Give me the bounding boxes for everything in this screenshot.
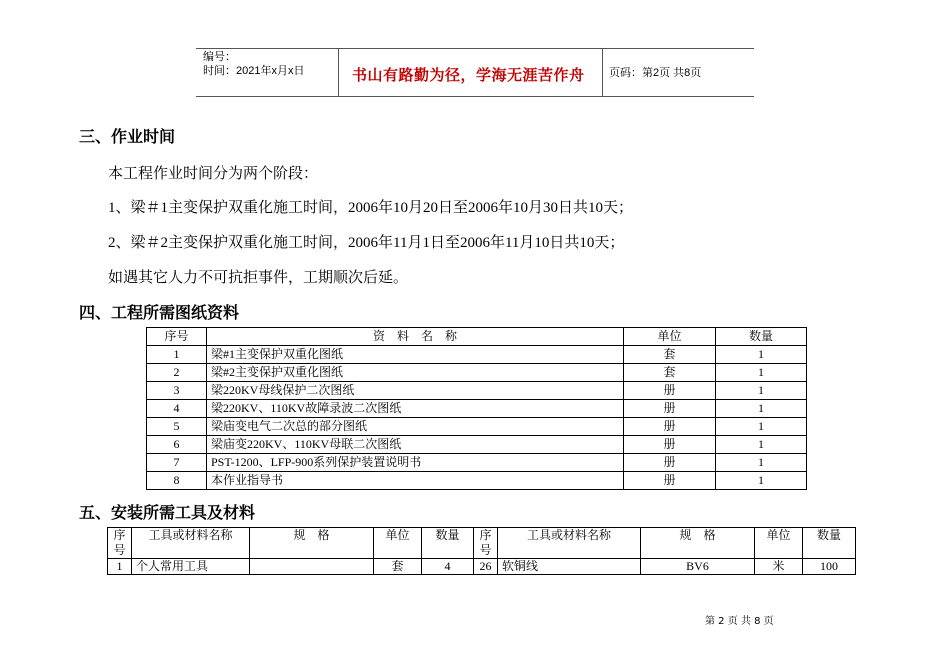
header-divider-left	[338, 48, 339, 96]
drawing-name: 梁庙变电气二次总的部分图纸	[207, 418, 624, 436]
drawing-seq: 5	[147, 418, 207, 436]
header-bottom-rule	[196, 96, 754, 97]
drawing-seq: 3	[147, 382, 207, 400]
tools-header-unit-a: 单位	[374, 528, 422, 559]
table-row	[147, 436, 807, 454]
drawing-unit: 册	[624, 472, 716, 490]
table-row	[147, 364, 807, 382]
drawing-unit: 套	[624, 364, 716, 382]
section3-intro: 本工程作业时间分为两个阶段：	[108, 166, 319, 182]
drawings-table	[146, 327, 807, 490]
section3-item1: 1、梁＃1主变保护双重化施工时间，2006年10月20日至2006年10月30日共10天；	[108, 200, 634, 216]
table-row	[147, 400, 807, 418]
drawing-seq: 1	[147, 346, 207, 364]
tool-spec-a	[250, 559, 374, 575]
table-row	[147, 382, 807, 400]
drawing-qty: 1	[716, 472, 807, 490]
section3-item2: 2、梁＃2主变保护双重化施工时间，2006年11月1日至2006年11月10日共10天；	[108, 235, 625, 251]
tools-header-spec-b: 规 格	[641, 528, 755, 559]
drawing-name: 梁220KV母线保护二次图纸	[207, 382, 624, 400]
header-motto: 书山有路勤为径，学海无涯苦作舟	[352, 66, 585, 84]
drawings-header-qty: 数量	[716, 328, 807, 346]
table-row	[147, 472, 807, 490]
tool-spec-b: BV6	[641, 559, 755, 575]
drawing-qty: 1	[716, 454, 807, 472]
drawing-qty: 1	[716, 382, 807, 400]
tool-seq-b: 26	[474, 559, 498, 575]
drawing-name: 梁#1主变保护双重化图纸	[207, 346, 624, 364]
drawing-unit: 册	[624, 382, 716, 400]
section3-note: 如遇其它人力不可抗拒事件，工期顺次后延。	[108, 270, 409, 286]
header-top-rule	[196, 48, 754, 49]
header-time-label: 时间：2021年x月x日	[203, 65, 305, 77]
tools-header-name-a: 工具或材料名称	[132, 528, 250, 559]
tool-unit-a: 套	[374, 559, 422, 575]
tools-header-qty-b: 数量	[803, 528, 856, 559]
tools-header-seq-a: 序号	[108, 528, 132, 559]
table-row	[147, 418, 807, 436]
drawing-seq: 2	[147, 364, 207, 382]
tool-qty-a: 4	[422, 559, 474, 575]
drawing-qty: 1	[716, 400, 807, 418]
drawings-header-seq: 序号	[147, 328, 207, 346]
drawing-qty: 1	[716, 364, 807, 382]
tool-name-a: 个人常用工具	[132, 559, 250, 575]
tools-table	[107, 527, 856, 575]
drawing-unit: 册	[624, 436, 716, 454]
table-row	[147, 454, 807, 472]
tool-seq-a: 1	[108, 559, 132, 575]
drawing-seq: 7	[147, 454, 207, 472]
drawing-qty: 1	[716, 436, 807, 454]
tools-header-seq-b: 序号	[474, 528, 498, 559]
drawing-seq: 4	[147, 400, 207, 418]
tool-unit-b: 米	[755, 559, 803, 575]
page-footer: 第 2 页 共 8 页	[705, 616, 774, 627]
header-divider-right	[602, 48, 603, 96]
section4-title: 四、工程所需图纸资料	[79, 303, 240, 322]
drawing-qty: 1	[716, 346, 807, 364]
drawings-header-name: 资 料 名 称	[207, 328, 624, 346]
drawing-unit: 套	[624, 346, 716, 364]
drawing-name: 梁220KV、110KV故障录波二次图纸	[207, 400, 624, 418]
drawing-seq: 6	[147, 436, 207, 454]
tools-header-spec-a: 规 格	[250, 528, 374, 559]
drawing-unit: 册	[624, 418, 716, 436]
tool-name-b: 软铜线	[498, 559, 641, 575]
drawing-name: 梁庙变220KV、110KV母联二次图纸	[207, 436, 624, 454]
drawing-qty: 1	[716, 418, 807, 436]
drawing-name: 本作业指导书	[207, 472, 624, 490]
section5-title: 五、安装所需工具及材料	[79, 503, 256, 522]
tools-header-unit-b: 单位	[755, 528, 803, 559]
tools-header-row	[108, 528, 856, 559]
header-number-label: 编号：	[203, 51, 236, 63]
drawing-seq: 8	[147, 472, 207, 490]
drawing-unit: 册	[624, 454, 716, 472]
header-page-label: 页码：第2页 共8页	[609, 67, 702, 79]
table-row	[147, 346, 807, 364]
drawings-header-unit: 单位	[624, 328, 716, 346]
drawing-name: 梁#2主变保护双重化图纸	[207, 364, 624, 382]
section3-title: 三、作业时间	[79, 127, 176, 146]
drawing-name: PST-1200、LFP-900系列保护装置说明书	[207, 454, 624, 472]
tool-qty-b: 100	[803, 559, 856, 575]
drawings-header-row	[147, 328, 807, 346]
tools-header-name-b: 工具或材料名称	[498, 528, 641, 559]
drawing-unit: 册	[624, 400, 716, 418]
tools-header-qty-a: 数量	[422, 528, 474, 559]
table-row	[108, 559, 856, 575]
